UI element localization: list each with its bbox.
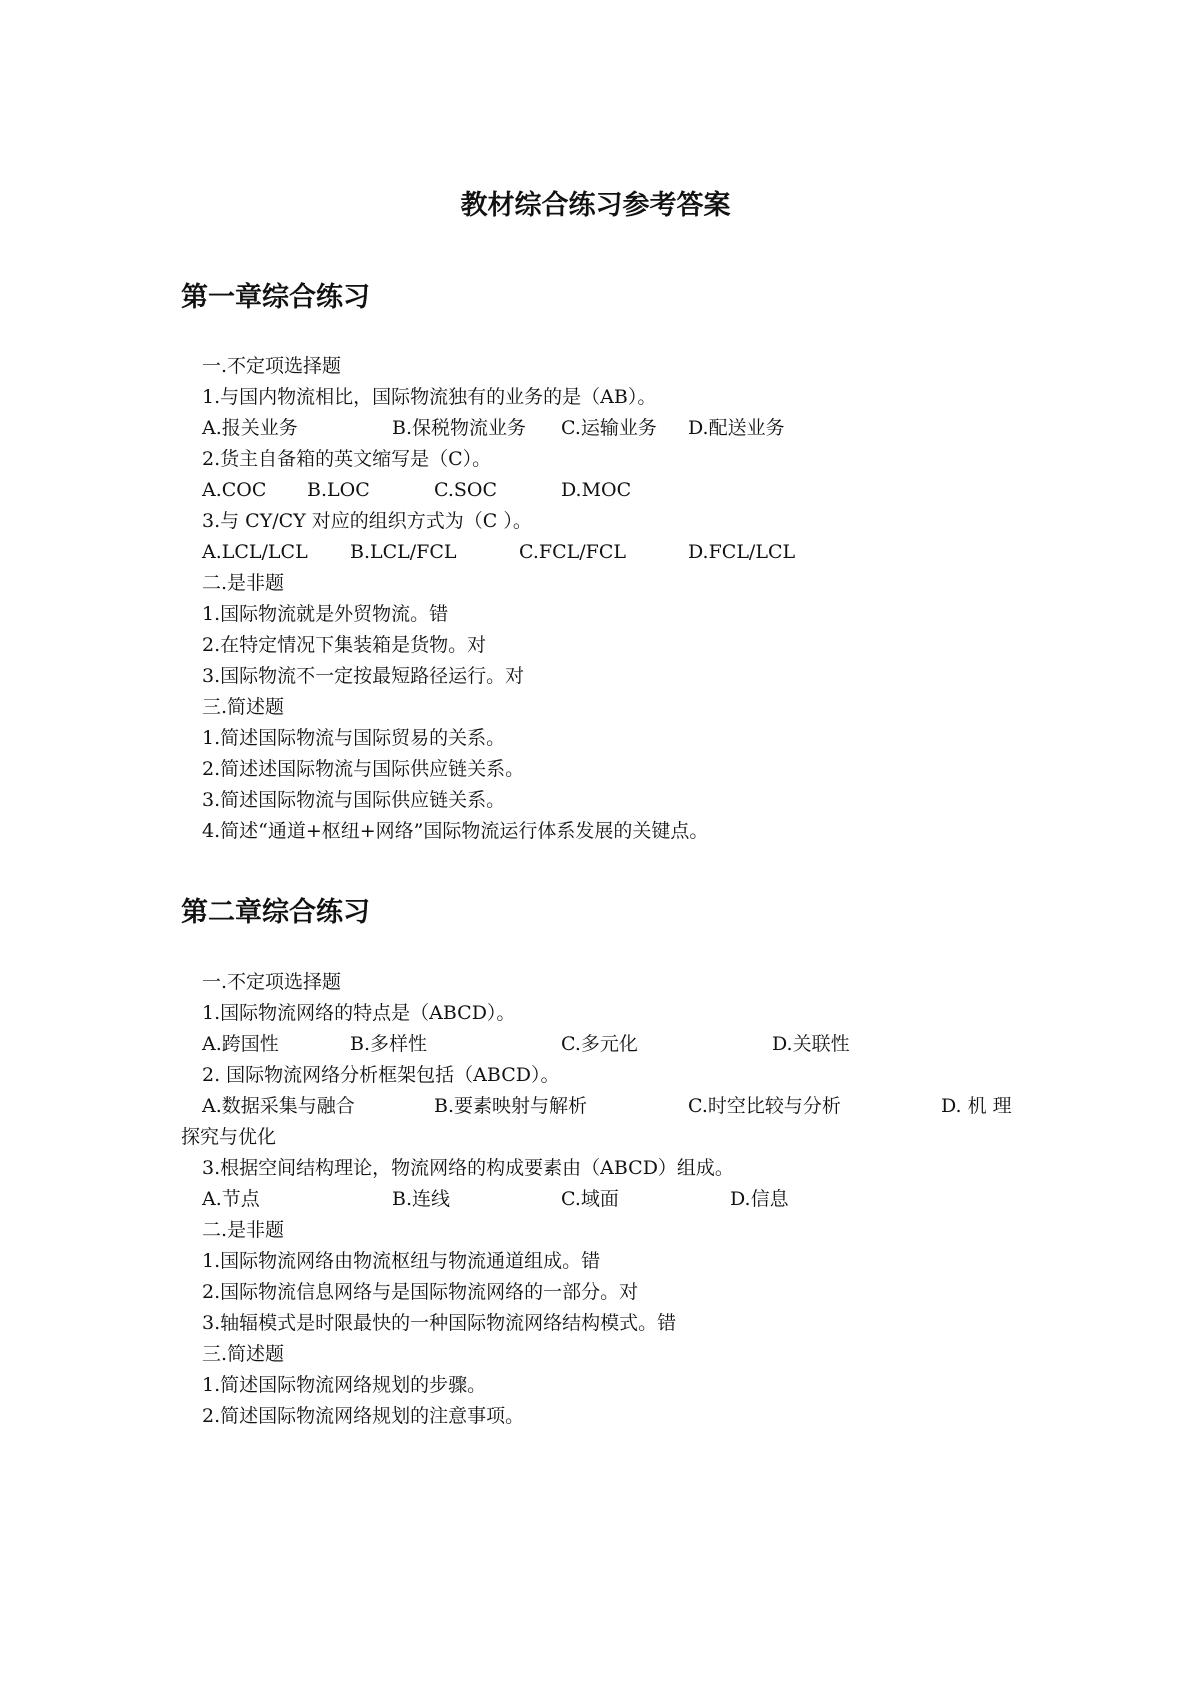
option-b: B.LOC <box>307 479 370 501</box>
ch1-q2-options <box>202 475 902 506</box>
option-c: C.运输业务 <box>561 417 657 439</box>
ch1-question-2: 2.货主自备箱的英文缩写是（C）。 <box>202 448 492 470</box>
option-d: D.信息 <box>730 1188 789 1210</box>
ch1-tf-item: 3.国际物流不一定按最短路径运行。对 <box>202 665 525 687</box>
ch2-tf-item: 1.国际物流网络由物流枢纽与物流通道组成。错 <box>202 1250 601 1272</box>
ch1-mc-heading: 一.不定项选择题 <box>202 355 342 377</box>
ch1-sa-item: 4.简述“通道+枢纽+网络”国际物流运行体系发展的关键点。 <box>202 820 709 842</box>
option-b: B.多样性 <box>350 1033 428 1055</box>
option-d: D.配送业务 <box>688 417 785 439</box>
ch2-sa-item: 2.简述国际物流网络规划的注意事项。 <box>202 1405 525 1427</box>
chapter-2-title: 第二章综合练习 <box>181 897 370 928</box>
ch2-question-2: 2. 国际物流网络分析框架包括（ABCD）。 <box>202 1064 560 1086</box>
option-a: A.数据采集与融合 <box>202 1095 355 1117</box>
option-c: C.时空比较与分析 <box>688 1095 841 1117</box>
ch1-sa-item: 3.简述国际物流与国际供应链关系。 <box>202 789 506 811</box>
ch2-q3-options <box>202 1184 902 1215</box>
ch1-tf-item: 1.国际物流就是外贸物流。错 <box>202 603 449 625</box>
ch2-tf-item: 2.国际物流信息网络与是国际物流网络的一部分。对 <box>202 1281 639 1303</box>
option-a: A.COC <box>202 479 267 501</box>
ch2-tf-item: 3.轴辐模式是时限最快的一种国际物流网络结构模式。错 <box>202 1312 677 1334</box>
option-a: A.报关业务 <box>202 417 298 439</box>
ch2-q2-options <box>202 1091 1052 1122</box>
ch2-sa-item: 1.简述国际物流网络规划的步骤。 <box>202 1374 487 1396</box>
ch1-q3-options <box>202 537 902 568</box>
ch1-sa-item: 2.简述述国际物流与国际供应链关系。 <box>202 758 525 780</box>
ch2-q1-options <box>202 1029 1002 1060</box>
ch1-tf-heading: 二.是非题 <box>202 572 285 594</box>
option-b: B.要素映射与解析 <box>434 1095 588 1117</box>
option-d: D.MOC <box>561 479 632 501</box>
ch1-sa-heading: 三.简述题 <box>202 696 285 718</box>
ch1-tf-item: 2.在特定情况下集装箱是货物。对 <box>202 634 487 656</box>
option-a: A.LCL/LCL <box>202 541 308 563</box>
option-b: B.连线 <box>392 1188 451 1210</box>
option-b: B.LCL/FCL <box>350 541 457 563</box>
option-b: B.保税物流业务 <box>392 417 527 439</box>
ch1-question-3: 3.与 CY/CY 对应的组织方式为（C ）。 <box>202 510 532 532</box>
option-c: C.SOC <box>434 479 498 501</box>
option-a: A.跨国性 <box>202 1033 279 1055</box>
ch1-sa-item: 1.简述国际物流与国际贸易的关系。 <box>202 727 506 749</box>
ch1-q1-options <box>202 413 902 444</box>
option-c: C.多元化 <box>561 1033 638 1055</box>
chapter-1-title: 第一章综合练习 <box>181 282 370 313</box>
option-c: C.FCL/FCL <box>519 541 626 563</box>
ch2-q2-continuation: 探究与优化 <box>181 1126 277 1148</box>
ch2-question-1: 1.国际物流网络的特点是（ABCD）。 <box>202 1002 516 1024</box>
option-d: D.关联性 <box>772 1033 850 1055</box>
ch2-tf-heading: 二.是非题 <box>202 1219 285 1241</box>
ch2-question-3: 3.根据空间结构理论，物流网络的构成要素由（ABCD）组成。 <box>202 1157 734 1179</box>
option-c: C.域面 <box>561 1188 619 1210</box>
document-title: 教材综合练习参考答案 <box>460 190 731 221</box>
ch2-sa-heading: 三.简述题 <box>202 1343 285 1365</box>
option-d: D.FCL/LCL <box>688 541 796 563</box>
ch1-question-1: 1.与国内物流相比，国际物流独有的业务的是（AB）。 <box>202 386 657 408</box>
option-a: A.节点 <box>202 1188 260 1210</box>
option-d: D. 机 理 <box>941 1095 1012 1117</box>
ch2-mc-heading: 一.不定项选择题 <box>202 971 342 993</box>
